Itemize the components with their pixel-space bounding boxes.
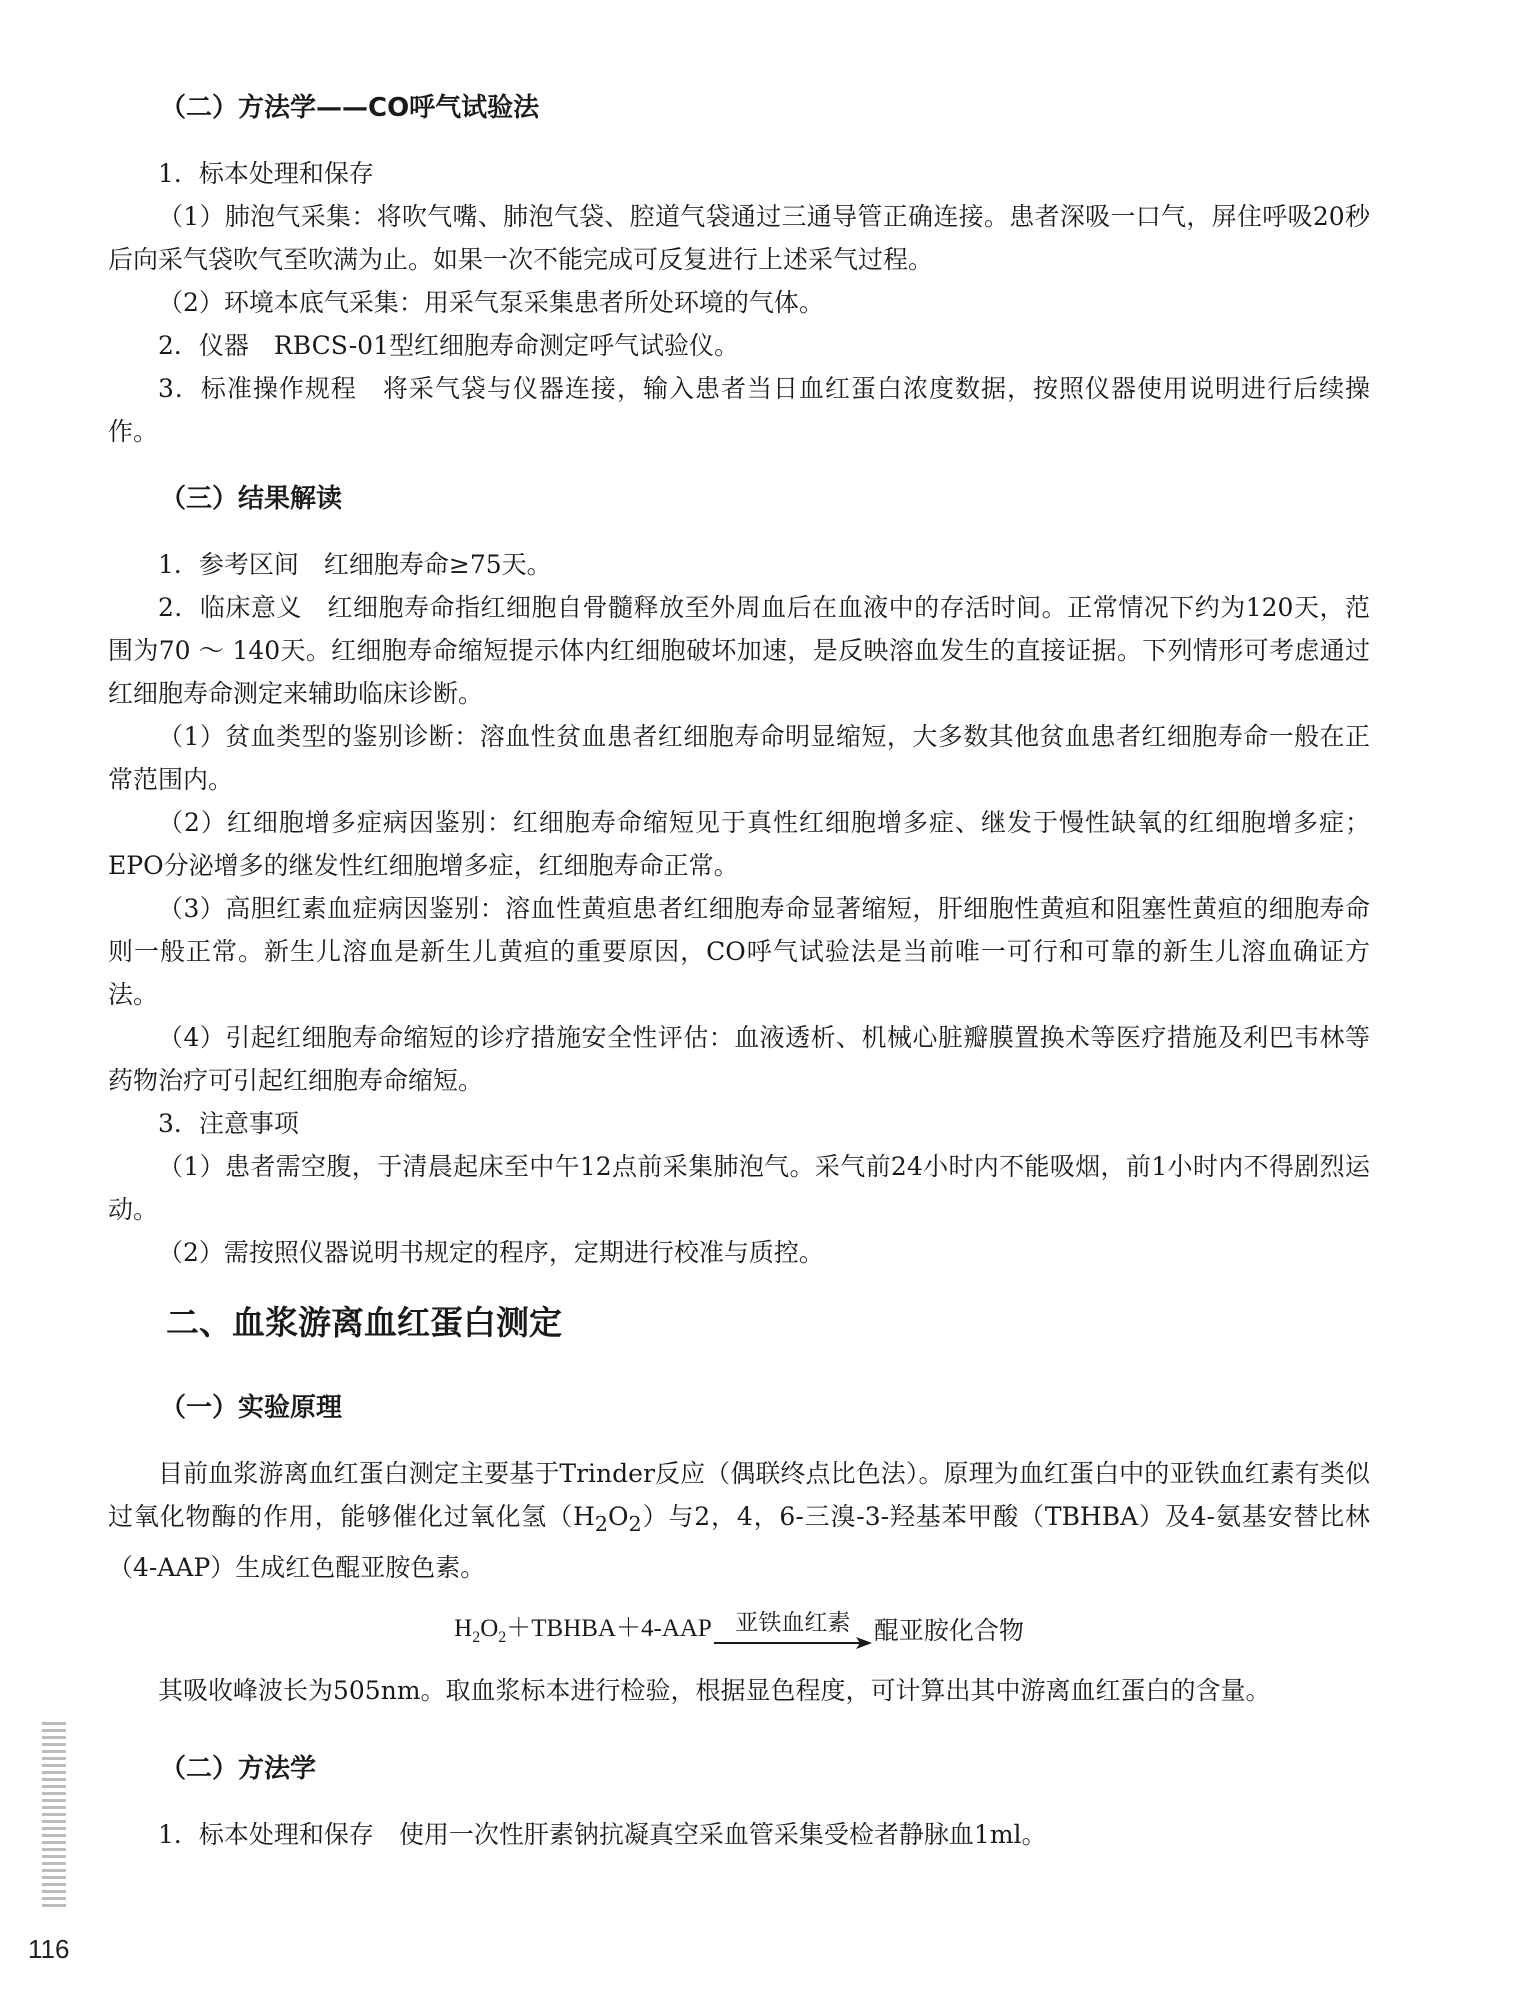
- paragraph: 3．标准操作规程 将采气袋与仪器连接，输入患者当日血红蛋白浓度数据，按照仪器使用说明进行后续操作。: [108, 374, 1370, 446]
- reaction-arrow: [714, 1609, 872, 1653]
- text-segment: ）与2，4，6-三溴-3-羟基苯甲酸（TBHBA）及4-氨基安替比林（4-AAP）生成红色醌亚胺色素。: [108, 1502, 1370, 1582]
- heading-results: （三）结果解读: [160, 484, 343, 514]
- paragraph: （3）高胆红素血症病因鉴别：溶血性黄疸患者红细胞寿命显著缩短，肝细胞性黄疸和阻塞性黄疸的细胞寿命则一般正常。新生儿溶血是新生儿黄疸的重要原因，CO呼气试验法是当前唯一可行和可靠的新生儿溶血确证方法。: [108, 894, 1370, 1009]
- paragraph: （1）肺泡气采集：将吹气嘴、肺泡气袋、腔道气袋通过三通导管正确连接。患者深吸一口气，屏住呼吸20秒后向采气袋吹气至吹满为止。如果一次不能完成可反复进行上述采气过程。: [108, 202, 1370, 274]
- paragraph: 2．临床意义 红细胞寿命指红细胞自骨髓释放至外周血后在血液中的存活时间。正常情况下约为120天，范围为70 ～ 140天。红细胞寿命缩短提示体内红细胞破坏加速，是反映溶血发生的直接证据。下列情形可考虑通过红细胞寿命测定来辅助临床诊断。: [108, 593, 1370, 708]
- page-edge-marker: [42, 1722, 66, 1912]
- paragraph: 1．参考区间 红细胞寿命≥75天。: [158, 550, 552, 579]
- heading-method2: （二）方法学: [160, 1754, 317, 1784]
- paragraph: （2）需按照仪器说明书规定的程序，定期进行校准与质控。: [158, 1238, 824, 1267]
- reactant-o: O: [480, 1615, 499, 1642]
- subscript: 2: [498, 1629, 507, 1646]
- subscript: 2: [594, 1512, 609, 1536]
- paragraph: （1）患者需空腹，于清晨起床至中午12点前采集肺泡气。采气前24小时内不能吸烟，前1小时内不得剧烈运动。: [108, 1152, 1370, 1224]
- paragraph: 1．标本处理和保存: [158, 159, 374, 188]
- right-arrow-icon: [714, 1637, 872, 1649]
- text-segment: 目前血浆游离血红蛋白测定主要基于Trinder反应（偶联终点比色法）。原理为血红蛋白中的亚铁血红素有类似过氧化物酶的作用，能够催化过氧化氢（H: [108, 1459, 1370, 1531]
- reactant-h: H: [454, 1615, 473, 1642]
- paragraph: （1）贫血类型的鉴别诊断：溶血性贫血患者红细胞寿命明显缩短，大多数其他贫血患者红细胞寿命一般在正常范围内。: [108, 722, 1370, 794]
- paragraph: 2．仪器 RBCS-01型红细胞寿命测定呼气试验仪。: [158, 331, 739, 360]
- heading-method-co: （二）方法学——CO呼气试验法: [160, 93, 540, 123]
- subscript: 2: [628, 1512, 642, 1536]
- reaction-equation: [108, 1589, 1370, 1653]
- paragraph-principle: [108, 1452, 1370, 1589]
- paragraph: 1．标本处理和保存 使用一次性肝素钠抗凝真空采血管采集受检者静脉血1ml。: [158, 1820, 1047, 1849]
- text-segment: O: [608, 1502, 629, 1531]
- heading-principle: （一）实验原理: [160, 1393, 343, 1423]
- reactants: [454, 1608, 712, 1653]
- paragraph: 3．注意事项: [158, 1109, 299, 1138]
- reactants-tail: ＋TBHBA＋4-AAP: [506, 1615, 712, 1642]
- paragraph: 其吸收峰波长为505nm。取血浆标本进行检验，根据显色程度，可计算出其中游离血红蛋白的含量。: [158, 1676, 1271, 1705]
- subscript: 2: [472, 1629, 481, 1646]
- page-number: 116: [28, 1934, 70, 1964]
- heading-plasma-hemoglobin: 二、血浆游离血红蛋白测定: [166, 1303, 562, 1342]
- product: 醌亚胺化合物: [873, 1618, 1024, 1645]
- paragraph: （4）引起红细胞寿命缩短的诊疗措施安全性评估：血液透析、机械心脏瓣膜置换术等医疗措施及利巴韦林等药物治疗可引起红细胞寿命缩短。: [108, 1023, 1370, 1095]
- catalyst-label: 亚铁血红素: [735, 1610, 851, 1635]
- paragraph: （2）红细胞增多症病因鉴别：红细胞寿命缩短见于真性红细胞增多症、继发于慢性缺氧的红细胞增多症；EPO分泌增多的继发性红细胞增多症，红细胞寿命正常。: [108, 808, 1370, 880]
- page-content: [108, 88, 1370, 1856]
- paragraph: （2）环境本底气采集：用采气泵采集患者所处环境的气体。: [158, 288, 824, 317]
